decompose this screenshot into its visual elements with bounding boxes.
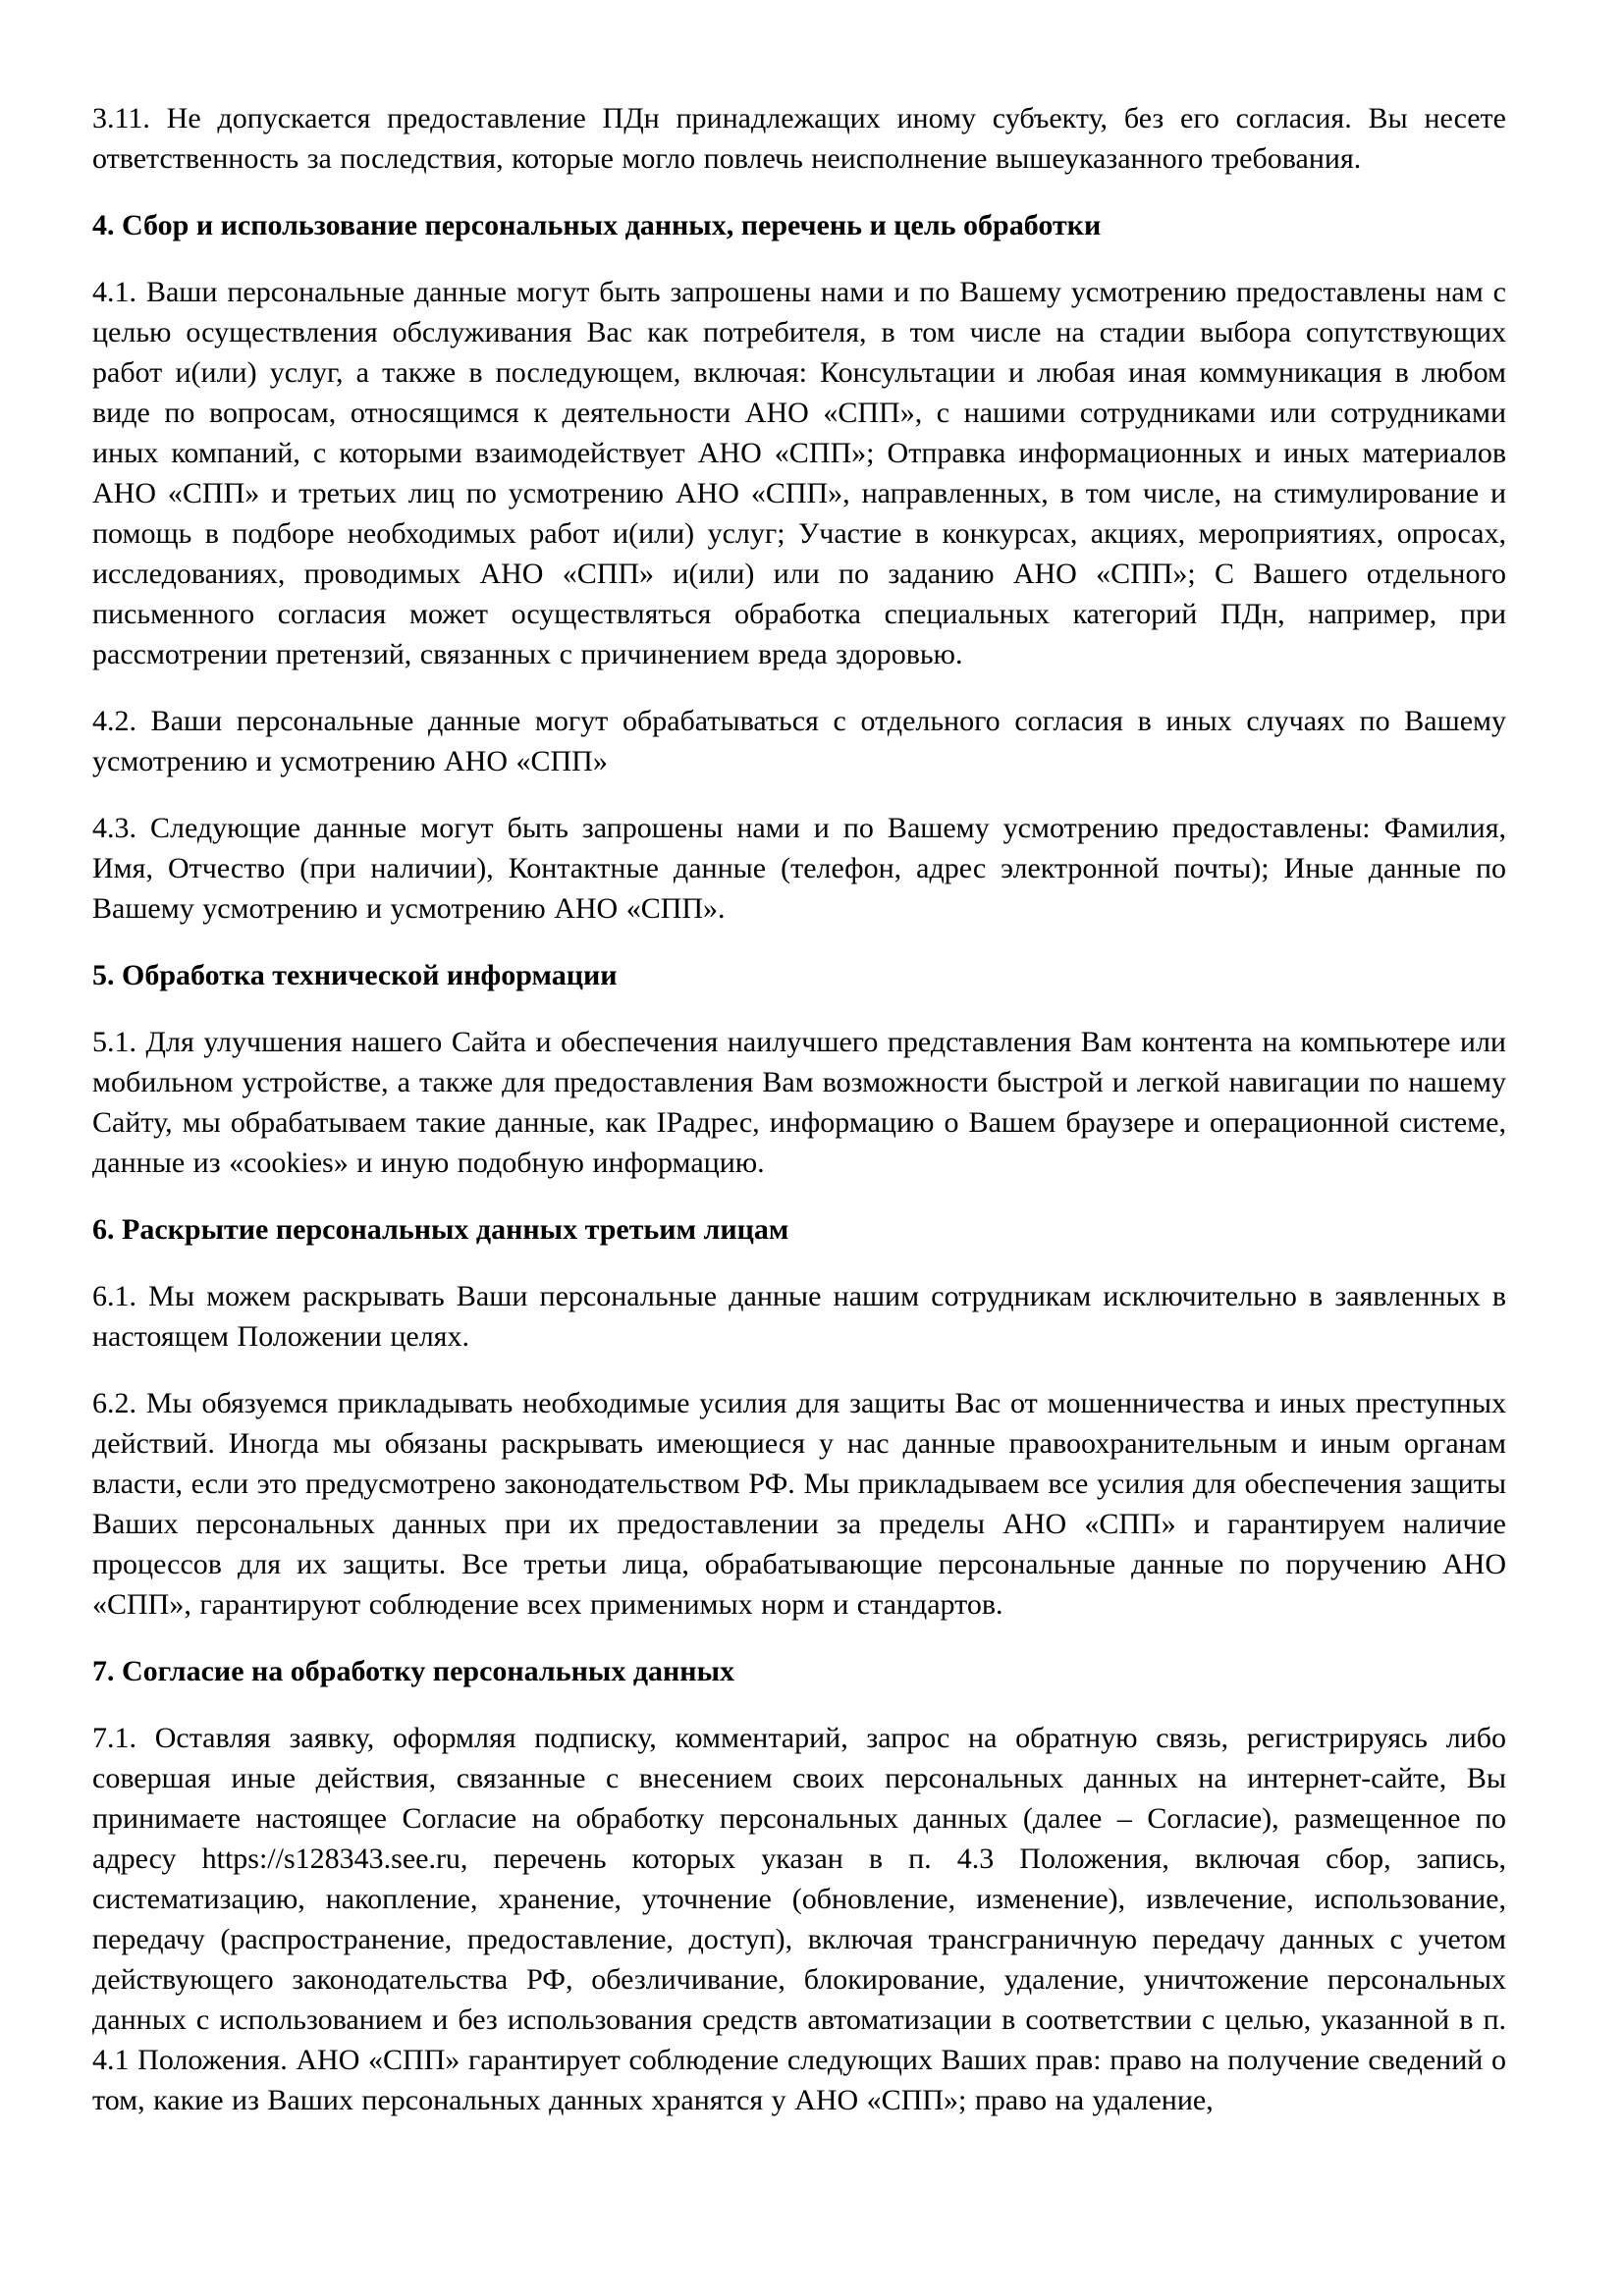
paragraph-6-1: 6.1. Мы можем раскрывать Ваши персональные данные нашим сотрудникам исключительно в заявленных в настоящем Положении целях. bbox=[92, 1280, 1506, 1353]
heading-section-4: 4. Сбор и использование персональных данных, перечень и цель обработки bbox=[92, 209, 1102, 241]
heading-section-6: 6. Раскрытие персональных данных третьим лицам bbox=[92, 1213, 789, 1246]
heading-section-7: 7. Согласие на обработку персональных данных bbox=[92, 1655, 735, 1687]
paragraph-7-1: 7.1. Оставляя заявку, оформляя подписку, комментарий, запрос на обратную связь, регистрируясь либо совершая иные действия, связанные с внесением своих персональных данных на интернет-сайте, Вы принимаете настоящее Согласие на обработку персональных данных (далее – Согласие), размещенное по адресу https://s128343.see.ru, перечень которых указан в п. 4.3 Положения, включая сбор, запись, систематизацию, накопление, хранение, уточнение (обновление, изменение), извлечение, использование, передачу (распространение, предоставление, доступ), включая трансграничную передачу данных с учетом действующего законодательства РФ, обезличивание, блокирование, удаление, уничтожение персональных данных с использованием и без использования средств автоматизации в соответствии с целью, указанной в п. 4.1 Положения. АНО «СПП» гарантирует соблюдение следующих Ваших прав: право на получение сведений о том, какие из Ваших персональных данных хранятся у АНО «СПП»; право на удаление, bbox=[92, 1722, 1506, 2116]
heading-section-5: 5. Обработка технической информации bbox=[92, 959, 618, 991]
paragraph-6-2: 6.2. Мы обязуемся прикладывать необходимые усилия для защиты Вас от мошенничества и иных преступных действий. Иногда мы обязаны раскрывать имеющиеся у нас данные правоохранительным и иным органам власти, если это предусмотрено законодательством РФ. Мы прикладываем все усилия для обеспечения защиты Ваших персональных данных при их предоставлении за пределы АНО «СПП» и гарантируем наличие процессов для их защиты. Все третьи лица, обрабатывающие персональные данные по поручению АНО «СПП», гарантируют соблюдение всех применимых норм и стандартов. bbox=[92, 1387, 1506, 1621]
paragraph-4-1: 4.1. Ваши персональные данные могут быть запрошены нами и по Вашему усмотрению предоставлены нам с целью осуществления обслуживания Вас как потребителя, в том числе на стадии выбора сопутствующих работ и(или) услуг, а также в последующем, включая: Консультации и любая иная коммуникация в любом виде по вопросам, относящимся к деятельности АНО «СПП», с нашими сотрудниками или сотрудниками иных компаний, с которыми взаимодействует АНО «СПП»; Отправка информационных и иных материалов АНО «СПП» и третьих лиц по усмотрению АНО «СПП», направленных, в том числе, на стимулирование и помощь в подборе необходимых работ и(или) услуг; Участие в конкурсах, акциях, мероприятиях, опросах, исследованиях, проводимых АНО «СПП» и(или) или по заданию АНО «СПП»; С Вашего отдельного письменного согласия может осуществляться обработка специальных категорий ПДн, например, при рассмотрении претензий, связанных с причинением вреда здоровью. bbox=[92, 276, 1506, 670]
paragraph-4-2: 4.2. Ваши персональные данные могут обрабатываться с отдельного согласия в иных случаях по Вашему усмотрению и усмотрению АНО «СПП» bbox=[92, 705, 1506, 777]
paragraph-4-3: 4.3. Следующие данные могут быть запрошены нами и по Вашему усмотрению предоставлены: Фамилия, Имя, Отчество (при наличии), Контактные данные (телефон, адрес электронной почты); Иные данные по Вашему усмотрению и усмотрению АНО «СПП». bbox=[92, 812, 1506, 925]
paragraph-5-1: 5.1. Для улучшения нашего Сайта и обеспечения наилучшего представления Вам контента на компьютере или мобильном устройстве, а также для предоставления Вам возможности быстрой и легкой навигации по нашему Сайту, мы обрабатываем такие данные, как IPадрес, информацию о Вашем браузере и операционной системе, данные из «cookies» и иную подобную информацию. bbox=[92, 1026, 1506, 1179]
paragraph-3-11: 3.11. Не допускается предоставление ПДн принадлежащих иному субъекту, без его согласия. Вы несете ответственность за последствия, которые могло повлечь неисполнение вышеуказанного требования. bbox=[92, 102, 1506, 175]
